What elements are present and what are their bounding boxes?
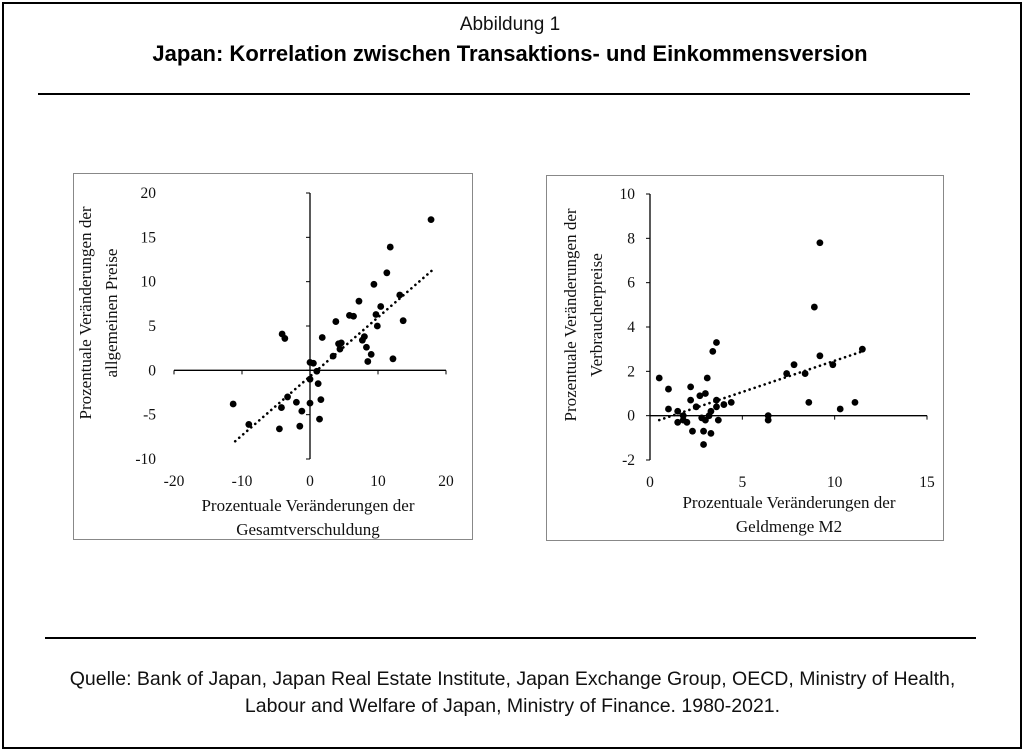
- data-point: [307, 376, 314, 383]
- x-tick-label: 10: [826, 474, 843, 491]
- data-point: [383, 269, 390, 276]
- data-point: [720, 401, 727, 408]
- data-point: [713, 403, 720, 410]
- source-note: Quelle: Bank of Japan, Japan Real Estate Institute, Japan Exchange Group, OECD, Ministry of Health, Labour and Welfare of Japan, Ministry of Finance. 1980-2021.: [69, 668, 956, 717]
- y-tick-label: -2: [622, 452, 635, 469]
- data-point: [276, 425, 283, 432]
- data-point: [684, 419, 691, 426]
- data-point: [337, 346, 344, 353]
- data-point: [852, 399, 859, 406]
- x-axis-label: Gesamtverschuldung: [236, 520, 380, 539]
- y-tick-label: -10: [135, 451, 156, 468]
- data-point: [693, 403, 700, 410]
- data-point: [363, 344, 370, 351]
- data-point: [708, 408, 715, 415]
- data-point: [704, 375, 711, 382]
- data-point: [350, 313, 357, 320]
- x-tick-label: 10: [370, 473, 386, 490]
- x-tick-label: 5: [738, 474, 747, 491]
- data-point: [368, 351, 375, 358]
- data-point: [829, 361, 836, 368]
- data-point: [837, 406, 844, 413]
- data-point: [802, 370, 809, 377]
- data-point: [373, 311, 380, 318]
- y-tick-label: 20: [140, 185, 156, 202]
- data-point: [400, 317, 407, 324]
- x-axis-label: Prozentuale Veränderungen der: [682, 493, 896, 512]
- data-point: [805, 399, 812, 406]
- data-point: [293, 399, 300, 406]
- data-point: [687, 397, 694, 404]
- data-point: [816, 239, 823, 246]
- data-point: [713, 397, 720, 404]
- data-point: [374, 323, 381, 330]
- data-point: [674, 408, 681, 415]
- y-tick-label: 6: [627, 274, 635, 292]
- data-point: [317, 396, 324, 403]
- data-point: [428, 216, 435, 223]
- data-point: [281, 335, 288, 342]
- data-point: [377, 303, 384, 310]
- data-point: [316, 416, 323, 423]
- y-tick-label: -5: [143, 406, 156, 424]
- data-point: [708, 430, 715, 437]
- figure-title: Japan: Korrelation zwischen Transaktions- und Einkommensversion: [152, 41, 868, 66]
- y-tick-label: 5: [148, 318, 156, 335]
- data-point: [356, 298, 363, 305]
- data-point: [230, 401, 237, 408]
- y-tick-label: 15: [140, 229, 156, 247]
- data-point: [330, 353, 337, 360]
- y-tick-label: 0: [627, 407, 635, 425]
- x-axis-label: Prozentuale Veränderungen der: [201, 496, 415, 515]
- data-point: [728, 399, 735, 406]
- data-point: [313, 368, 320, 375]
- data-point: [245, 421, 252, 428]
- x-tick-label: -10: [231, 473, 253, 490]
- data-point: [296, 423, 303, 430]
- data-point: [338, 339, 345, 346]
- x-axis-label: Geldmenge M2: [735, 517, 843, 536]
- data-point: [689, 428, 696, 435]
- data-point: [315, 380, 322, 387]
- data-point: [702, 390, 709, 397]
- scatter-chart-debt: [73, 173, 473, 540]
- x-tick-label: -20: [163, 473, 185, 490]
- data-point: [811, 304, 818, 311]
- x-tick-label: 20: [438, 473, 454, 490]
- y-tick-label: 10: [619, 186, 635, 203]
- data-point: [371, 281, 378, 288]
- chart-border: [74, 174, 473, 540]
- data-point: [816, 352, 823, 359]
- y-tick-label: 2: [627, 363, 635, 381]
- data-point: [361, 333, 368, 340]
- x-tick-label: 0: [646, 474, 654, 491]
- data-point: [284, 394, 291, 401]
- x-tick-label: 0: [306, 473, 314, 490]
- data-point: [319, 334, 326, 341]
- data-point: [783, 370, 790, 377]
- data-point: [310, 360, 317, 367]
- data-point: [709, 348, 716, 355]
- data-point: [656, 375, 663, 382]
- y-tick-label: 8: [627, 230, 635, 248]
- y-axis-label: Prozentuale Veränderungen der: [76, 206, 95, 420]
- data-point: [307, 400, 314, 407]
- data-point: [364, 358, 371, 365]
- data-point: [687, 383, 694, 390]
- data-point: [665, 406, 672, 413]
- data-point: [387, 244, 394, 251]
- y-tick-label: 10: [140, 273, 156, 291]
- data-point: [390, 355, 397, 362]
- data-point: [332, 318, 339, 325]
- top-divider: [38, 93, 970, 95]
- data-point: [713, 339, 720, 346]
- y-tick-label: 0: [148, 362, 156, 380]
- data-point: [278, 404, 285, 411]
- data-point: [859, 346, 866, 353]
- data-point: [665, 386, 672, 393]
- data-point: [765, 412, 772, 419]
- y-axis-label: Verbraucherpreise: [587, 253, 606, 377]
- data-point: [396, 292, 403, 299]
- data-point: [700, 428, 707, 435]
- y-axis-label: Prozentuale Veränderungen der: [561, 208, 580, 422]
- y-axis-label: allgemeinen Preise: [102, 248, 121, 378]
- data-point: [715, 417, 722, 424]
- bottom-divider: [45, 637, 976, 639]
- data-point: [700, 441, 707, 448]
- data-point: [298, 408, 305, 415]
- scatter-chart-money: [546, 175, 944, 541]
- figure-label: Abbildung 1: [459, 14, 561, 35]
- x-tick-label: 15: [919, 474, 935, 491]
- y-tick-label: 4: [627, 319, 635, 336]
- data-point: [791, 361, 798, 368]
